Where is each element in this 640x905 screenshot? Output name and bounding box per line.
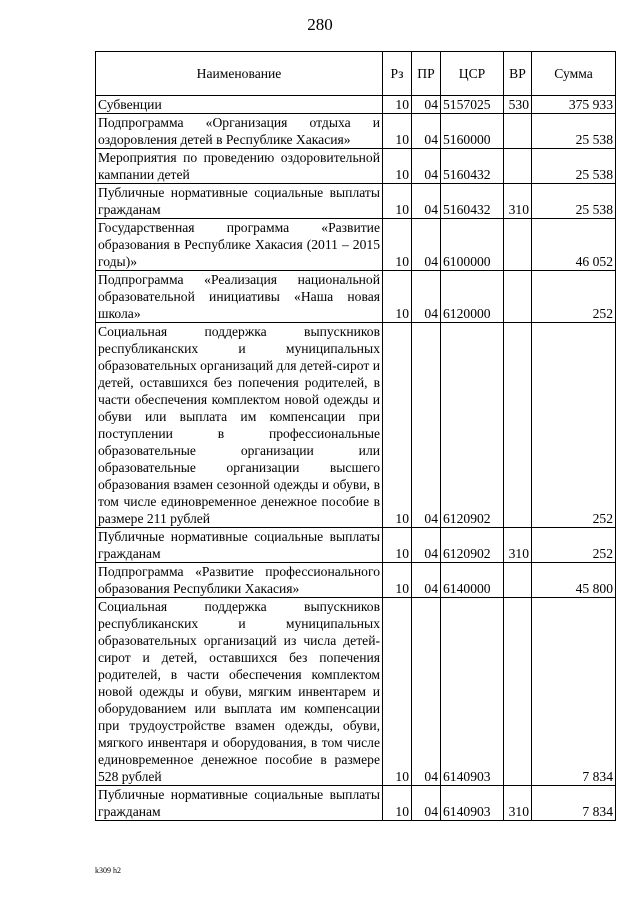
row-vr <box>504 114 532 149</box>
column-header-pr: ПР <box>412 52 441 96</box>
column-header-sum: Сумма <box>532 52 616 96</box>
row-pr: 04 <box>412 184 441 219</box>
row-rz: 10 <box>383 271 412 323</box>
table-row <box>96 219 616 271</box>
row-sum: 7 834 <box>532 598 616 786</box>
row-csr: 6120000 <box>441 271 504 323</box>
column-header-name: Наименование <box>96 52 383 96</box>
table-row <box>96 528 616 563</box>
table-row <box>96 598 616 786</box>
row-name: Публичные нормативные социальные выплаты гражданам <box>96 528 383 563</box>
row-pr: 04 <box>412 528 441 563</box>
table-row <box>96 96 616 114</box>
row-csr: 6140903 <box>441 786 504 821</box>
row-pr: 04 <box>412 598 441 786</box>
row-rz: 10 <box>383 184 412 219</box>
row-sum: 375 933 <box>532 96 616 114</box>
row-rz: 10 <box>383 528 412 563</box>
row-sum: 252 <box>532 323 616 528</box>
row-sum: 25 538 <box>532 184 616 219</box>
row-rz: 10 <box>383 96 412 114</box>
row-name: Государственная программа «Развитие образования в Республике Хакасия (2011 – 2015 годы)» <box>96 219 383 271</box>
row-csr: 6120902 <box>441 528 504 563</box>
row-name: Социальная поддержка выпускников республиканских и муниципальных образовательных организаций для детей-сирот и детей, оставшихся без попечения родителей, в части обеспечения комплектом новой одежды и обуви или выплата им компенсации при поступлении в профессиональные образовательные организации или образовательные организации высшего образования взамен сезонной одежды и обуви, в том числе единовременное денежное пособие в размере 211 рублей <box>96 323 383 528</box>
row-rz: 10 <box>383 563 412 598</box>
row-pr: 04 <box>412 323 441 528</box>
row-vr: 310 <box>504 786 532 821</box>
row-vr <box>504 271 532 323</box>
row-pr: 04 <box>412 786 441 821</box>
row-csr: 6120902 <box>441 323 504 528</box>
column-header-vr: ВР <box>504 52 532 96</box>
row-name: Публичные нормативные социальные выплаты гражданам <box>96 786 383 821</box>
table-row <box>96 184 616 219</box>
row-vr: 310 <box>504 528 532 563</box>
row-csr: 5160432 <box>441 184 504 219</box>
row-name: Подпрограмма «Организация отдыха и оздоровления детей в Республике Хакасия» <box>96 114 383 149</box>
row-name: Подпрограмма «Развитие профессионального образования Республики Хакасия» <box>96 563 383 598</box>
row-name: Социальная поддержка выпускников республиканских и муниципальных образовательных организаций из числа детей-сирот и детей, оставшихся без попечения родителей, в части обеспечения комплектом новой одежды и обуви, мягким инвентарем и оборудованием или выплата им компенсации при трудоустройстве взамен одежды, обуви, мягкого инвентаря и оборудования, в том числе единовременное денежное пособие в размере 528 рублей <box>96 598 383 786</box>
row-rz: 10 <box>383 786 412 821</box>
column-header-rz: Рз <box>383 52 412 96</box>
table-row <box>96 271 616 323</box>
budget-table <box>95 51 616 821</box>
row-csr: 6140903 <box>441 598 504 786</box>
row-name: Публичные нормативные социальные выплаты гражданам <box>96 184 383 219</box>
table-row <box>96 114 616 149</box>
row-name: Подпрограмма «Реализация национальной образовательной инициативы «Наша новая школа» <box>96 271 383 323</box>
table-row <box>96 786 616 821</box>
row-sum: 252 <box>532 271 616 323</box>
row-sum: 7 834 <box>532 786 616 821</box>
row-csr: 5157025 <box>441 96 504 114</box>
row-sum: 45 800 <box>532 563 616 598</box>
row-rz: 10 <box>383 598 412 786</box>
row-vr: 310 <box>504 184 532 219</box>
row-name: Субвенции <box>96 96 383 114</box>
table-row <box>96 563 616 598</box>
row-csr: 5160000 <box>441 114 504 149</box>
row-pr: 04 <box>412 149 441 184</box>
row-rz: 10 <box>383 114 412 149</box>
row-pr: 04 <box>412 96 441 114</box>
row-csr: 6140000 <box>441 563 504 598</box>
row-pr: 04 <box>412 219 441 271</box>
row-csr: 6100000 <box>441 219 504 271</box>
row-vr <box>504 323 532 528</box>
row-pr: 04 <box>412 271 441 323</box>
row-pr: 04 <box>412 563 441 598</box>
table-row <box>96 323 616 528</box>
row-rz: 10 <box>383 149 412 184</box>
page-number: 280 <box>307 15 333 34</box>
row-csr: 5160432 <box>441 149 504 184</box>
row-vr <box>504 149 532 184</box>
table-row <box>96 149 616 184</box>
row-vr <box>504 598 532 786</box>
column-header-csr: ЦСР <box>441 52 504 96</box>
row-rz: 10 <box>383 219 412 271</box>
row-sum: 25 538 <box>532 149 616 184</box>
row-sum: 25 538 <box>532 114 616 149</box>
row-sum: 46 052 <box>532 219 616 271</box>
footer-code: k309 h2 <box>95 866 121 875</box>
row-vr <box>504 219 532 271</box>
table-header-row <box>96 52 616 96</box>
row-vr <box>504 563 532 598</box>
row-sum: 252 <box>532 528 616 563</box>
row-vr: 530 <box>504 96 532 114</box>
row-name: Мероприятия по проведению оздоровительной кампании детей <box>96 149 383 184</box>
row-pr: 04 <box>412 114 441 149</box>
row-rz: 10 <box>383 323 412 528</box>
